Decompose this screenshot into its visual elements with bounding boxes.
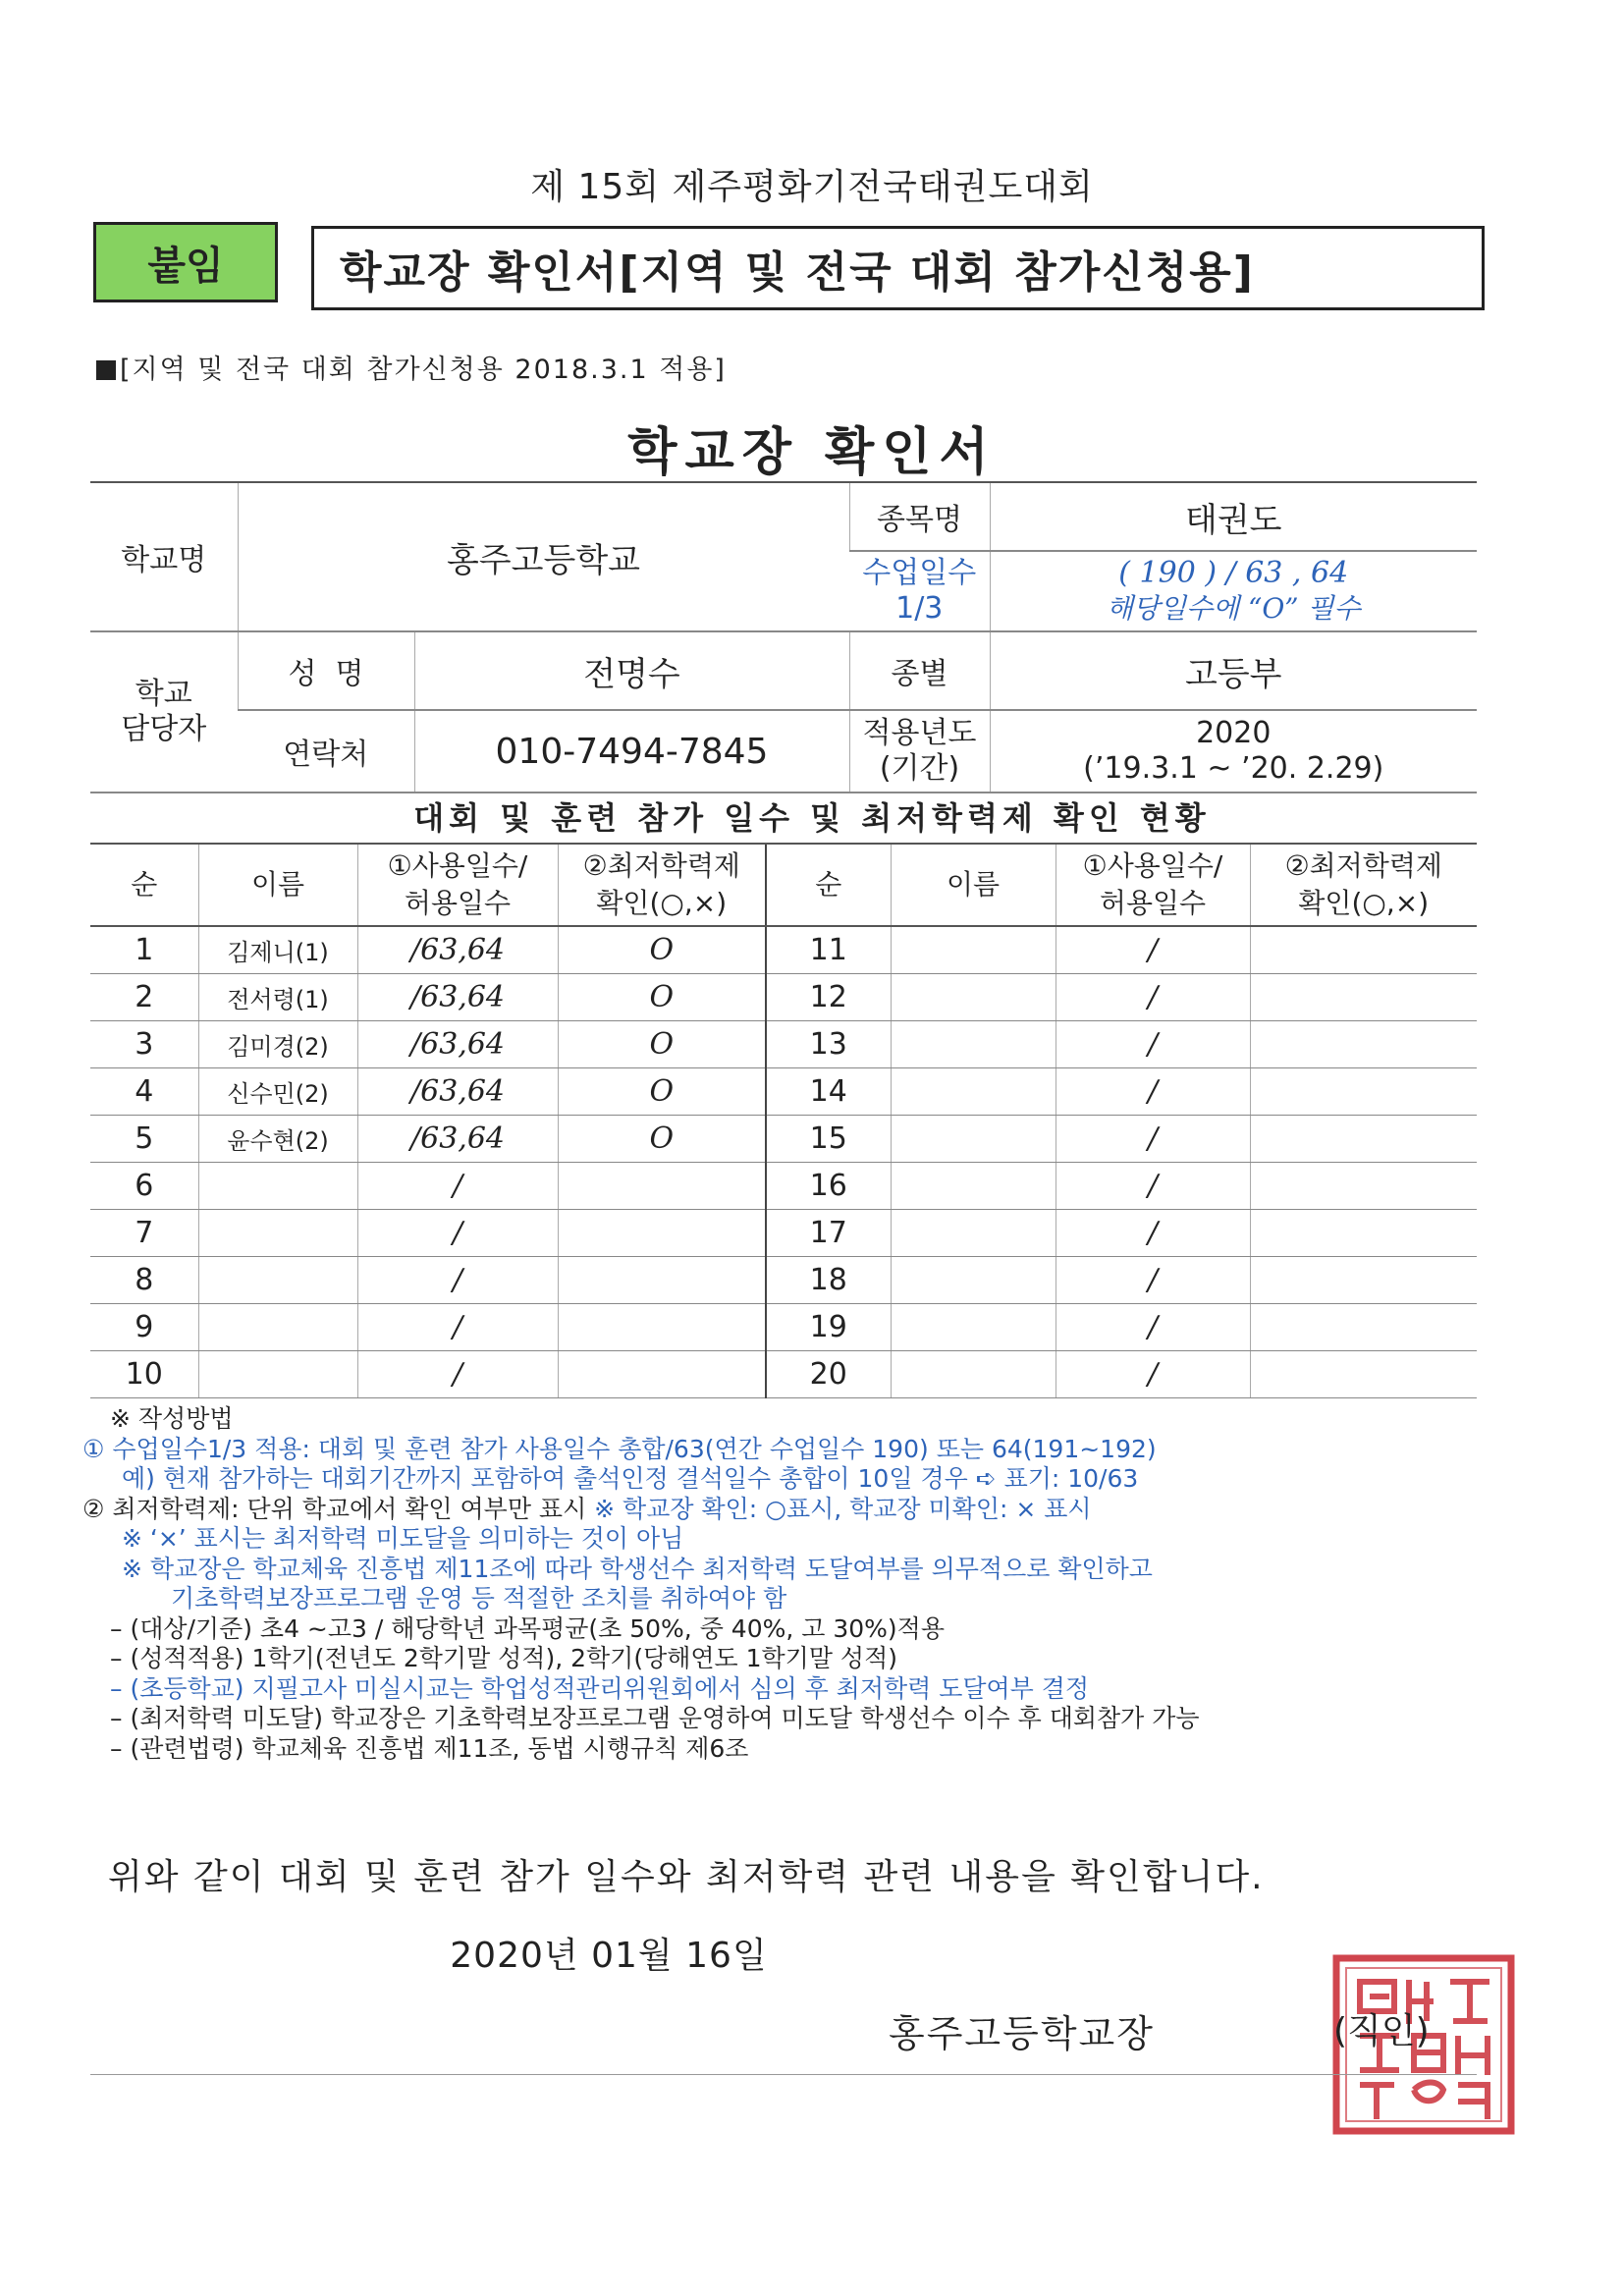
manager-label (90, 631, 238, 793)
col-name-right: 이름 (891, 844, 1056, 926)
student-name (198, 1163, 357, 1210)
student-name (891, 1021, 1056, 1068)
col-days-line2: 허용일수 (1099, 887, 1207, 919)
student-name (198, 1304, 357, 1351)
col-days-line1: ①사용일수/ (1082, 849, 1223, 882)
col-min-right (1250, 844, 1477, 926)
used-allowed-days: / (1056, 1163, 1250, 1210)
student-name (891, 974, 1056, 1021)
table-row (90, 974, 1477, 1021)
row-number: 13 (766, 1021, 891, 1068)
row-number: 20 (766, 1351, 891, 1398)
col-days-line1: ①사용일수/ (387, 849, 528, 882)
used-allowed-days: / (1056, 1351, 1250, 1398)
year-value-line1: 2020 (1196, 716, 1272, 750)
note-2-blue: ※ 학교장 확인: ○표시, 학교장 미확인: × 표시 (586, 1494, 1092, 1523)
table-row (90, 926, 1477, 974)
min-academic-check (558, 1257, 766, 1304)
used-allowed-days: / (1056, 1304, 1250, 1351)
table-row (90, 1021, 1477, 1068)
col-no-right: 순 (766, 844, 891, 926)
sport-label: 종목명 (849, 482, 990, 551)
class-days-value (990, 551, 1477, 631)
document-date: 2020년 01월 16일 (450, 1936, 768, 1976)
min-academic-check (1250, 1068, 1477, 1116)
row-number: 5 (90, 1116, 198, 1163)
name-value: 전명수 (414, 631, 849, 710)
status-table-body (90, 926, 1477, 1398)
student-name (891, 1068, 1056, 1116)
contact-value: 010-7494-7845 (414, 710, 849, 793)
min-academic-check: O (558, 974, 766, 1021)
manager-label-line2: 담당자 (121, 712, 207, 746)
col-min-line2: 확인(○,×) (596, 887, 728, 919)
used-allowed-days: / (1056, 974, 1250, 1021)
row-number: 6 (90, 1163, 198, 1210)
min-academic-check (1250, 1210, 1477, 1257)
row-number: 19 (766, 1304, 891, 1351)
year-label-line1: 적용년도 (862, 716, 977, 750)
year-period: (’19.3.1 ~ ’20. 2.29) (1083, 751, 1384, 786)
col-min-line1: ②최저학력제 (1284, 849, 1442, 882)
used-allowed-days: / (357, 1304, 558, 1351)
row-number: 9 (90, 1304, 198, 1351)
note-8: – (최저학력 미도달) 학교장은 기초학력보장프로그램 운영하여 미도달 학생선수 이수 후 대회참가 가능 (110, 1704, 1200, 1732)
used-allowed-days: / (1056, 1068, 1250, 1116)
col-min-left (558, 844, 766, 926)
table-row (90, 1116, 1477, 1163)
notes-heading: ※ 작성방법 (110, 1404, 234, 1433)
used-allowed-days: / (357, 1163, 558, 1210)
used-allowed-days: / (1056, 1116, 1250, 1163)
contact-label: 연락처 (238, 710, 414, 793)
note-4-continued: 기초학력보장프로그램 운영 등 적절한 조치를 취하여야 함 (171, 1584, 787, 1613)
class-days-ratio: ( 190 ) / 63 , 64 (1118, 556, 1349, 590)
student-name (891, 926, 1056, 974)
col-days-left (357, 844, 558, 926)
student-name (198, 1351, 357, 1398)
event-title: 제 15회 제주평화기전국태권도대회 (530, 167, 1094, 207)
school-name-label: 학교명 (90, 482, 238, 631)
student-name (891, 1116, 1056, 1163)
min-academic-check (558, 1210, 766, 1257)
min-academic-check (558, 1351, 766, 1398)
min-academic-check (1250, 1351, 1477, 1398)
division-value: 고등부 (990, 631, 1477, 710)
row-number: 7 (90, 1210, 198, 1257)
min-academic-check (1250, 1304, 1477, 1351)
applicability-text: [지역 및 전국 대회 참가신청용 2018.3.1 적용] (120, 355, 727, 385)
principal-signature-line: 홍주고등학교장 (889, 2012, 1155, 2055)
used-allowed-days: / (357, 1210, 558, 1257)
writing-instructions (82, 1404, 1477, 1764)
row-number: 8 (90, 1257, 198, 1304)
min-academic-check (1250, 974, 1477, 1021)
class-days-label (849, 551, 990, 631)
student-name: 전서령(1) (198, 974, 357, 1021)
bottom-divider (90, 2074, 1477, 2075)
note-9: – (관련법령) 학교체육 진흥법 제11조, 동법 시행규칙 제6조 (110, 1733, 749, 1763)
used-allowed-days: / (1056, 1257, 1250, 1304)
min-academic-check (558, 1163, 766, 1210)
seal-label: (직인) (1333, 2011, 1430, 2051)
note-5: – (대상/기준) 초4 ~고3 / 해당학년 과목평균(초 50%, 중 40%, 고 30%)적용 (110, 1613, 945, 1643)
min-academic-check (1250, 1163, 1477, 1210)
col-name-left: 이름 (198, 844, 357, 926)
note-7: – (초등학교) 지필고사 미실시교는 학업성적관리위원회에서 심의 후 최저학력 도달여부 결정 (110, 1673, 1090, 1703)
manager-label-line1: 학교 (135, 677, 192, 711)
row-number: 10 (90, 1351, 198, 1398)
table-row (90, 1210, 1477, 1257)
student-name: 윤수현(2) (198, 1116, 357, 1163)
student-name: 김미경(2) (198, 1021, 357, 1068)
note-6: – (성적적용) 1학기(전년도 2학기말 성적), 2학기(당해연도 1학기말 성적) (110, 1644, 897, 1672)
col-days-line2: 허용일수 (404, 887, 512, 919)
school-name-value: 홍주고등학교 (238, 482, 849, 631)
applicability-note (96, 348, 727, 386)
table-row (90, 1068, 1477, 1116)
col-min-line2: 확인(○,×) (1298, 887, 1430, 919)
note-1: ① 수업일수1/3 적용: 대회 및 훈련 참가 사용일수 총합/63(연간 수업일수 190) 또는 64(191~192) (82, 1434, 1157, 1463)
min-academic-check (1250, 1257, 1477, 1304)
min-academic-check (1250, 1021, 1477, 1068)
min-academic-check: O (558, 1021, 766, 1068)
year-label-line2: (기간) (879, 751, 960, 786)
min-academic-check (1250, 1116, 1477, 1163)
student-name (891, 1304, 1056, 1351)
status-heading: 대회 및 훈련 참가 일수 및 최저학력제 확인 현황 (413, 799, 1211, 837)
row-number: 12 (766, 974, 891, 1021)
row-number: 3 (90, 1021, 198, 1068)
used-allowed-days: / (1056, 1210, 1250, 1257)
note-2 (82, 1495, 1477, 1525)
used-allowed-days: /63,64 (357, 974, 558, 1021)
min-academic-check: O (558, 1068, 766, 1116)
note-1-example: 예) 현재 참가하는 대회기간까지 포함하여 출석인정 결석일수 총합이 10일 경우 ➪ 표기: 10/63 (122, 1464, 1139, 1493)
year-value (990, 710, 1477, 793)
row-number: 18 (766, 1257, 891, 1304)
row-number: 17 (766, 1210, 891, 1257)
sport-value: 태권도 (990, 482, 1477, 551)
division-label: 종별 (849, 631, 990, 710)
school-info-table (90, 481, 1477, 793)
square-bullet-icon (96, 360, 116, 380)
row-number: 1 (90, 926, 198, 974)
used-allowed-days: / (1056, 926, 1250, 974)
row-number: 4 (90, 1068, 198, 1116)
form-title: 학교장 확인서 (627, 423, 997, 482)
row-number: 14 (766, 1068, 891, 1116)
col-min-line1: ②최저학력제 (582, 849, 740, 882)
used-allowed-days: / (1056, 1021, 1250, 1068)
note-2-text: ② 최저학력제: 단위 학교에서 확인 여부만 표시 (82, 1494, 587, 1523)
used-allowed-days: /63,64 (357, 1021, 558, 1068)
row-number: 2 (90, 974, 198, 1021)
class-days-note: 해당일수에 “O” 필수 (1106, 592, 1361, 625)
table-row (90, 1257, 1477, 1304)
confirmation-statement: 위와 같이 대회 및 훈련 참가 일수와 최저학력 관련 내용을 확인합니다. (108, 1857, 1265, 1897)
used-allowed-days: /63,64 (357, 926, 558, 974)
student-name (891, 1257, 1056, 1304)
row-number: 15 (766, 1116, 891, 1163)
used-allowed-days: /63,64 (357, 1068, 558, 1116)
name-label: 성 명 (238, 631, 414, 710)
min-academic-check (1250, 926, 1477, 974)
min-academic-check (558, 1304, 766, 1351)
used-allowed-days: / (357, 1351, 558, 1398)
student-name (891, 1351, 1056, 1398)
note-3: ※ ‘×’ 표시는 최저학력 미도달을 의미하는 것이 아님 (122, 1524, 684, 1553)
table-row (90, 1163, 1477, 1210)
used-allowed-days: / (357, 1257, 558, 1304)
student-name (198, 1257, 357, 1304)
attachment-badge: 붙임 (93, 222, 278, 302)
class-days-label-line2: 1/3 (895, 591, 944, 626)
student-name (891, 1210, 1056, 1257)
row-number: 16 (766, 1163, 891, 1210)
used-allowed-days: /63,64 (357, 1116, 558, 1163)
col-days-right (1056, 844, 1250, 926)
table-row (90, 1304, 1477, 1351)
student-name (198, 1210, 357, 1257)
document-header-title: 학교장 확인서[지역 및 전국 대회 참가신청용] (311, 226, 1485, 310)
table-row (90, 1351, 1477, 1398)
student-name: 신수민(2) (198, 1068, 357, 1116)
student-name (891, 1163, 1056, 1210)
year-label (849, 710, 990, 793)
min-academic-check: O (558, 1116, 766, 1163)
row-number: 11 (766, 926, 891, 974)
note-4: ※ 학교장은 학교체육 진흥법 제11조에 따라 학생선수 최저학력 도달여부를 의무적으로 확인하고 (122, 1554, 1153, 1583)
min-academic-check: O (558, 926, 766, 974)
student-name: 김제니(1) (198, 926, 357, 974)
class-days-label-line1: 수업일수 (862, 556, 977, 590)
col-no-left: 순 (90, 844, 198, 926)
participation-status-table (90, 843, 1477, 1398)
